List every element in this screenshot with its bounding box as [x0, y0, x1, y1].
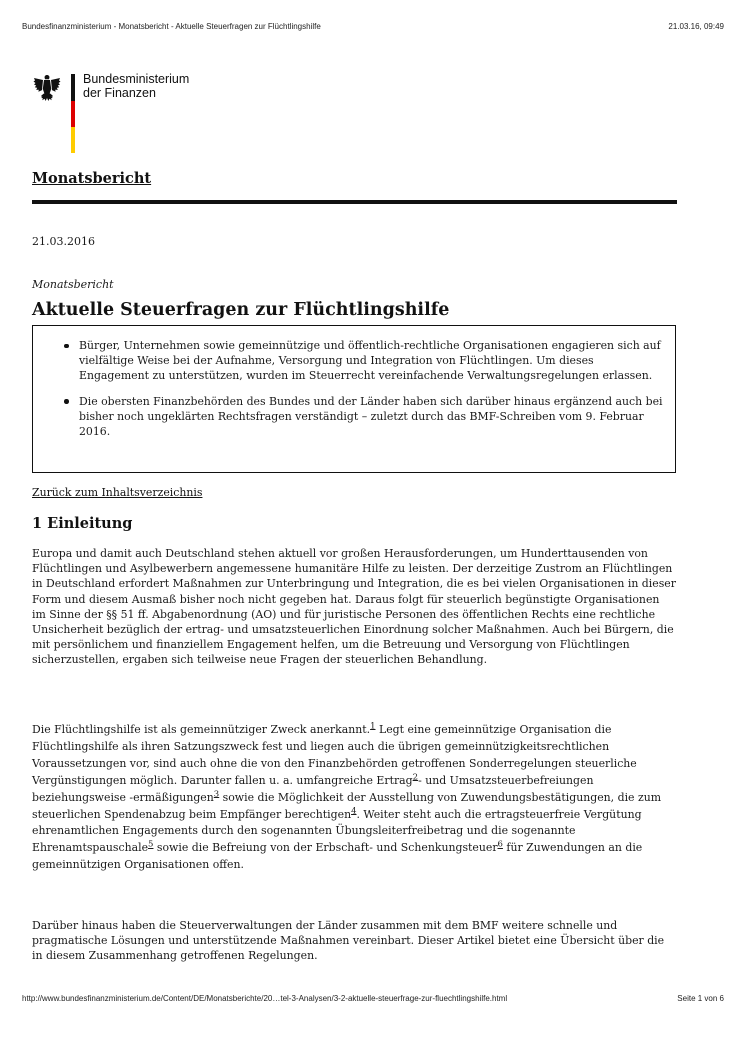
paragraph-recognition [32, 722, 676, 874]
footnote-link[interactable]: 2 [412, 772, 419, 783]
article-kicker: Monatsbericht [32, 278, 114, 291]
paragraph-text: . Weiter steht auch die ertragsteuerfreie Vergütung ehrenamtlichen Engagements durch den sogenannten Übungsleiterfreibetrag und die sogenannte Ehrenamtspauschale [32, 807, 642, 855]
section-title-link[interactable]: Monatsbericht [32, 170, 152, 187]
ministry-name [83, 72, 189, 100]
ministry-name-line1: Bundesministerium [83, 72, 190, 86]
summary-item: Bürger, Unternehmen sowie gemeinnützige und öffentlich-rechtliche Organisationen engagieren sich auf vielfältige Weise bei der Aufnahme, Versorgung und Integration von Flüchtlingen. Um dieses Engagement zu unterstützen, wurden im Steuerrecht vereinfachende Verwaltungsregelungen erlassen. [63, 338, 663, 384]
footnote-link[interactable]: 1 [370, 721, 376, 732]
header-divider [32, 200, 677, 204]
summary-item: Die obersten Finanzbehörden des Bundes und der Länder haben sich darüber hinaus ergänzend auch bei bisher noch ungeklärten Rechtsfragen verständigt – zuletzt durch das BMF-Schreiben vom 9. Februar 2016. [63, 394, 663, 440]
paragraph-text: Legt eine gemeinnützige Organisation die Flüchtlingshilfe als ihren Satzungszweck fest und liegen auch die übrigen gemeinnützigkeitsrechtlichen Voraussetzungen vor, sind auch ohne die von den Finanzbehörden getroffenen Sonderregelungen steuerliche Vergünstigungen möglich. Darunter fallen u. a. umfangreiche Ertrag [32, 723, 637, 787]
summary-list [63, 338, 663, 439]
print-footer-url: http://www.bundesfinanzministerium.de/Content/DE/Monatsberichte/20…tel-3-Analysen/3-2-aktuelle-steuerfrage-zur-fluechtlingshilfe.html [22, 994, 508, 1003]
paragraph-overview: Darüber hinaus haben die Steuerverwaltungen der Länder zusammen mit dem BMF weitere schnelle und pragmatische Lösungen und unterstützende Maßnahmen vereinbart. Dieser Artikel bietet eine Übersicht über die in diesem Zusammenhang getroffenen Regelungen. [32, 919, 665, 963]
paragraph-text: Die Flüchtlingshilfe ist als gemeinnütziger Zweck anerkannt. [32, 723, 371, 736]
publication-date: 21.03.2016 [32, 235, 95, 248]
footnote-link[interactable]: 4 [351, 805, 357, 816]
flag-stripe [71, 74, 75, 153]
footnote-link[interactable]: 6 [497, 839, 503, 850]
print-header-title: Bundesfinanzministerium - Monatsbericht - Aktuelle Steuerfragen zur Flüchtlingshilfe [22, 22, 321, 31]
federal-eagle-icon [33, 72, 61, 104]
print-header-datetime: 21.03.16, 09:49 [668, 22, 724, 31]
paragraph-introduction: Europa und damit auch Deutschland stehen aktuell vor großen Herausforderungen, um Hunderttausenden von Flüchtlingen und Asylbewerbern angemessene humanitäre Hilfe zu leisten. Der derzeitige Zustrom an Flüchtlingen in Deutschland erfordert Maßnahmen zur Unterbringung und Integration, die es bei vielen Organisationen in dieser Form und diesem Ausmaß bisher noch nicht gegeben hat. Daraus folgt für steuerlich begünstigte Organisationen im Sinne der §§ 51 ff. Abgabenordnung (AO) und für juristische Personen des öffentlichen Rechts eine rechtliche Unsicherheit bezüglich der ertrag- und umsatzsteuerlichen Einordnung solcher Maßnahmen. Auch bei Bürgern, die mit persönlichem und finanziellem Engagement helfen, um die Betreuung und Versorgung von Flüchtlingen sicherzustellen, ergaben sich teilweise neue Fragen der steuerlichen Behandlung. [32, 547, 676, 667]
footnote-link[interactable]: 5 [148, 839, 154, 850]
article-title: Aktuelle Steuerfragen zur Flüchtlingshilfe [32, 300, 450, 320]
paragraph-text: - und Umsatzsteuerbefreiungen beziehungsweise -ermäßigungen [32, 773, 594, 804]
print-footer-page: Seite 1 von 6 [677, 994, 724, 1003]
footnote-link[interactable]: 3 [213, 789, 220, 799]
paragraph-text: für Zuwendungen an die gemeinnützigen Organisationen offen. [32, 841, 643, 872]
paragraph-text: sowie die Befreiung von der Erbschaft- und Schenkungsteuer [153, 841, 498, 855]
paragraph-text: sowie die Möglichkeit der Ausstellung von Zuwendungsbestätigungen, die zum steuerlichen Spendenabzug beim Empfänger berechtigen [32, 790, 662, 821]
ministry-name-line2: der Finanzen [83, 86, 156, 100]
back-to-contents-link[interactable]: Zurück zum Inhaltsverzeichnis [32, 486, 203, 499]
summary-box [32, 325, 676, 473]
ministry-logo[interactable] [33, 72, 233, 154]
section-heading: 1 Einleitung [32, 515, 133, 532]
